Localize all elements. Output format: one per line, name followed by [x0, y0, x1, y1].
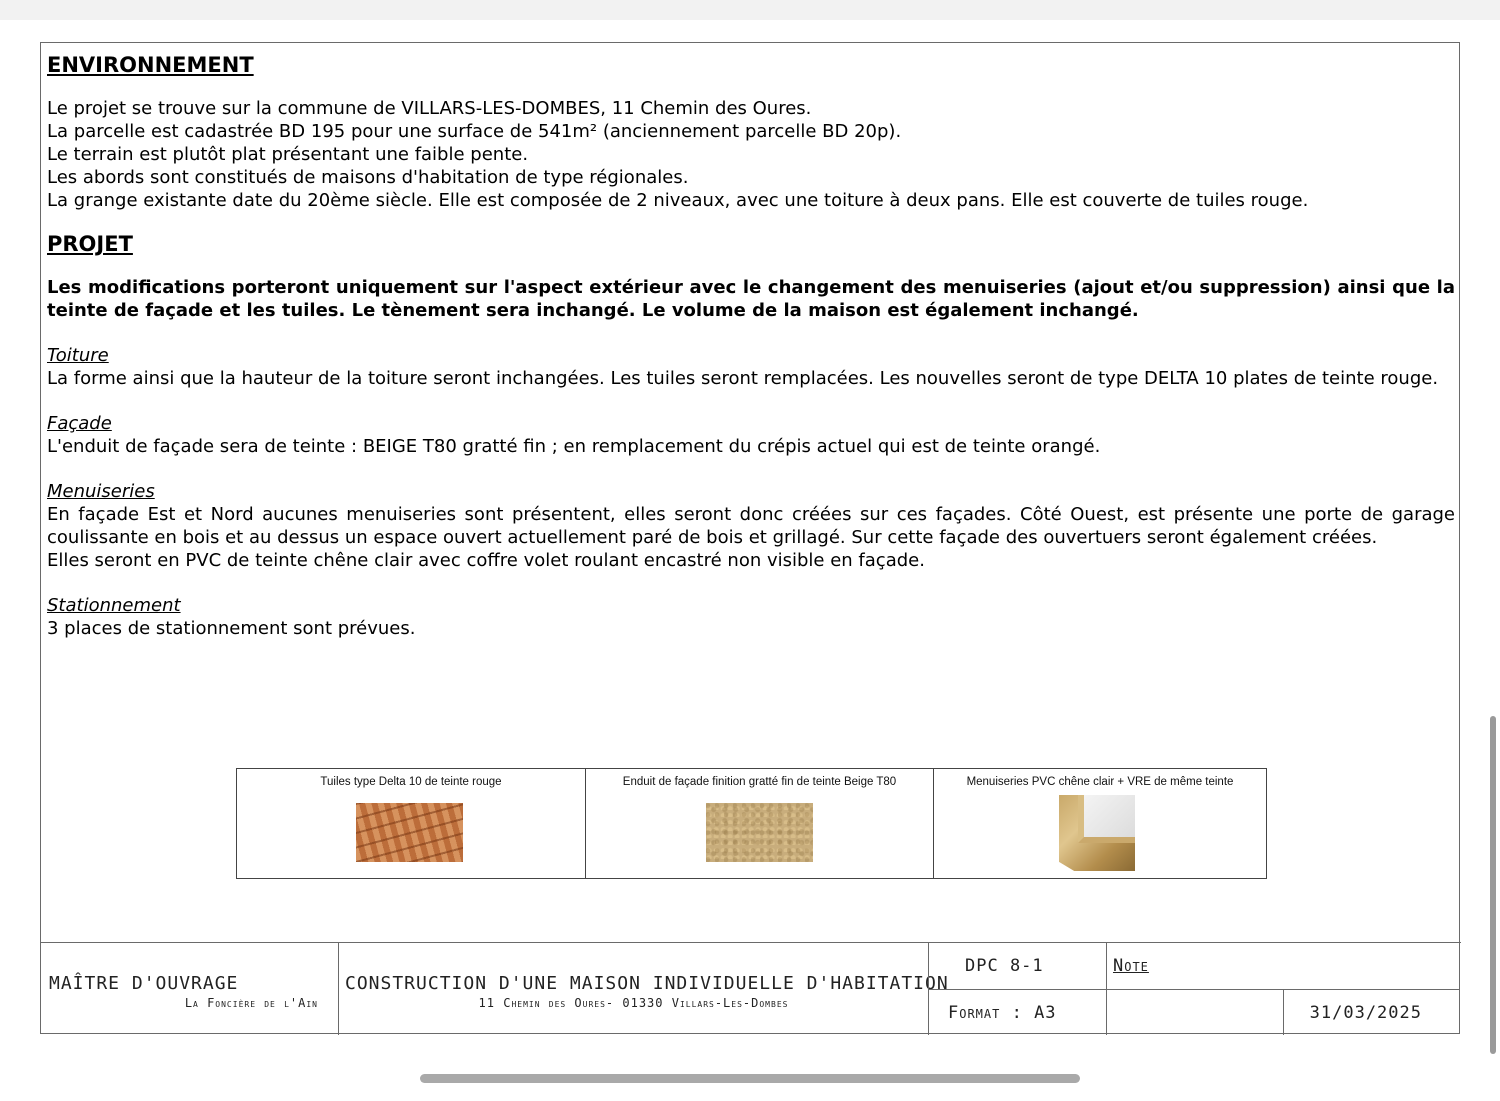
date-cell — [1283, 989, 1460, 1035]
note-label: Note — [1113, 956, 1149, 976]
material-cell-tiles — [237, 769, 586, 878]
title-block — [41, 942, 1461, 1035]
heading-facade: Façade — [47, 413, 112, 434]
heading-toiture: Toiture — [47, 345, 109, 366]
window-glass-swatch — [1078, 795, 1135, 843]
drawing-ref: DPC 8-1 — [965, 956, 1044, 976]
project-address: 11 Chemin des Oures- 01330 Villars-Les-Dombes — [478, 996, 789, 1010]
roof-tiles-swatch — [356, 803, 463, 862]
owner-name: La Foncière de l'Ain — [184, 996, 318, 1010]
owner-cell — [41, 943, 338, 1035]
heading-menuiseries: Menuiseries — [47, 481, 155, 502]
material-cell-render — [586, 769, 934, 878]
material-cell-windows — [934, 769, 1266, 878]
env-line-4: Les abords sont constitués de maisons d'habitation de type régionales. — [47, 167, 689, 188]
text-toiture: La forme ainsi que la hauteur de la toiture seront inchangées. Les tuiles seront remplacées. Les nouvelles seront de type DELTA 10 plates de teinte rouge. — [47, 368, 1439, 389]
text-facade: L'enduit de façade sera de teinte : BEIGE T80 gratté fin ; en remplacement du crépis actuel qui est de teinte orangé. — [47, 436, 1101, 457]
materials-table — [236, 768, 1267, 879]
date-value: 31/03/2025 — [1309, 1003, 1422, 1023]
projet-intro: Les modifications porteront uniquement sur l'aspect extérieur avec le changement des menuiseries (ajout et/ou suppression) ainsi que la teinte de façade et les tuiles. Le tènement sera inchangé. Le volume de la maison est également inchangé. — [47, 277, 1455, 321]
env-line-5: La grange existante date du 20ème siècle. Elle est composée de 2 niveaux, avec une toiture à deux pans. Elle est couverte de tuiles rouge. — [47, 190, 1309, 211]
env-line-1: Le projet se trouve sur la commune de VILLARS-LES-DOMBES, 11 Chemin des Oures. — [47, 98, 812, 119]
render-swatch — [706, 803, 813, 862]
env-line-3: Le terrain est plutôt plat présentant une faible pente. — [47, 144, 529, 165]
project-title: CONSTRUCTION D'UNE MAISON INDIVIDUELLE D'HABITATION — [345, 973, 949, 994]
section-title-projet: PROJET — [47, 232, 133, 256]
heading-stationnement: Stationnement — [47, 595, 181, 616]
material-label: Menuiseries PVC chêne clair + VRE de même teinte — [966, 776, 1234, 788]
project-cell — [338, 943, 949, 1035]
text-menuiseries-2: Elles seront en PVC de teinte chêne clair avec coffre volet roulant encastré non visible en façade. — [47, 550, 925, 571]
material-label: Enduit de façade finition gratté fin de teinte Beige T80 — [622, 776, 897, 788]
text-menuiseries: En façade Est et Nord aucunes menuiseries sont présentent, elles seront donc créées sur ces façades. Côté Ouest, est présente une porte de garage coulissante en bois et au dessus un espace ouvert actuellement paré de bois et grillagé. Sur cette façade des ouvertuers seront également créées. — [47, 504, 1455, 548]
vertical-scrollbar[interactable] — [1490, 716, 1496, 1054]
owner-label: MAÎTRE D'OUVRAGE — [49, 973, 239, 994]
format-label: Format : A3 — [948, 1003, 1057, 1023]
format-cell — [928, 989, 1106, 1035]
document-sheet — [40, 42, 1460, 1034]
env-line-2: La parcelle est cadastrée BD 195 pour une surface de 541m² (anciennement parcelle BD 20p). — [47, 121, 902, 142]
material-label: Tuiles type Delta 10 de teinte rouge — [320, 776, 502, 788]
text-stationnement: 3 places de stationnement sont prévues. — [47, 618, 416, 639]
ref-cell — [928, 943, 1106, 989]
horizontal-scrollbar[interactable] — [420, 1074, 1080, 1083]
note-cell — [1106, 943, 1460, 989]
section-title-environnement: ENVIRONNEMENT — [47, 53, 254, 77]
viewer-top-strip — [0, 0, 1500, 20]
blank-cell — [1106, 989, 1283, 1035]
document-text — [47, 51, 1455, 640]
